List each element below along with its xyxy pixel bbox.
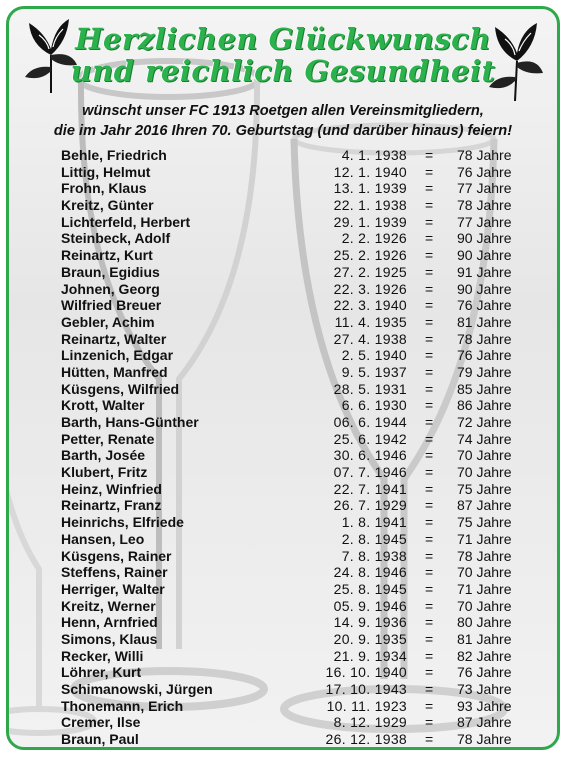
header <box>9 23 557 87</box>
birth-date: 20. 9. 1935 <box>333 630 407 647</box>
subtitle-line-1: wünscht unser FC 1913 Roetgen allen Vereinsmitgliedern, <box>82 103 484 119</box>
birth-date: 22. 3. 1926 <box>333 280 407 297</box>
list-item <box>9 464 557 481</box>
member-name: Hütten, Manfred <box>61 363 168 380</box>
member-age: 78 Jahre <box>457 147 512 163</box>
member-name: Reinartz, Franz <box>61 497 162 514</box>
member-name: Thonemann, Erich <box>61 697 184 714</box>
equals-sign: = <box>425 597 434 614</box>
birth-date: 24. 8. 1946 <box>333 564 407 581</box>
list-item <box>9 447 557 464</box>
member-age: 87 Jahre <box>457 714 512 731</box>
member-name: Wilfried Breuer <box>61 297 162 314</box>
equals-sign: = <box>425 464 434 481</box>
list-item <box>9 297 557 314</box>
equals-sign: = <box>425 430 434 447</box>
list-item <box>9 397 557 414</box>
equals-sign: = <box>425 347 434 364</box>
list-item <box>9 714 557 731</box>
equals-sign: = <box>425 547 434 564</box>
equals-sign: = <box>425 363 434 380</box>
member-age: 93 Jahre <box>457 697 512 714</box>
equals-sign: = <box>425 147 434 163</box>
equals-sign: = <box>425 414 434 430</box>
equals-sign: = <box>425 530 434 547</box>
list-item <box>9 347 557 364</box>
list-item <box>9 564 557 581</box>
member-name: Krott, Walter <box>61 397 145 414</box>
equals-sign: = <box>425 564 434 581</box>
member-name: Küsgens, Rainer <box>61 547 172 564</box>
member-name: Hansen, Leo <box>61 530 145 547</box>
birth-date: 6. 6. 1930 <box>341 397 407 414</box>
member-name: Reinartz, Walter <box>61 330 167 347</box>
equals-sign: = <box>425 230 434 247</box>
member-age: 70 Jahre <box>457 564 512 581</box>
member-age: 90 Jahre <box>457 247 512 264</box>
member-age: 86 Jahre <box>457 397 512 414</box>
member-age: 90 Jahre <box>457 280 512 297</box>
list-item <box>9 681 557 698</box>
equals-sign: = <box>425 297 434 314</box>
list-item <box>9 664 557 681</box>
member-name: Klubert, Fritz <box>61 464 148 481</box>
equals-sign: = <box>425 714 434 731</box>
equals-sign: = <box>425 397 434 414</box>
list-item <box>9 731 557 748</box>
birthday-list <box>9 147 557 748</box>
member-age: 74 Jahre <box>457 430 512 447</box>
member-age: 78 Jahre <box>457 330 512 347</box>
birth-date: 30. 6. 1946 <box>333 447 407 464</box>
member-name: Reinartz, Kurt <box>61 247 153 264</box>
member-age: 78 Jahre <box>457 731 512 748</box>
birth-date: 06. 6. 1944 <box>333 414 407 430</box>
list-item <box>9 514 557 531</box>
member-age: 81 Jahre <box>457 313 512 330</box>
equals-sign: = <box>425 580 434 597</box>
list-item <box>9 314 557 331</box>
member-name: Löhrer, Kurt <box>61 664 142 681</box>
list-item <box>9 264 557 281</box>
equals-sign: = <box>425 213 434 230</box>
subtitle <box>9 101 557 141</box>
list-item <box>9 598 557 615</box>
equals-sign: = <box>425 630 434 647</box>
member-name: Kreitz, Günter <box>61 197 154 214</box>
birth-date: 2. 2. 1926 <box>341 230 407 247</box>
list-item <box>9 531 557 548</box>
title-line-1: Herzlichen Glückwunsch <box>75 22 491 56</box>
birth-date: 4. 1. 1938 <box>341 147 407 163</box>
equals-sign: = <box>425 731 434 748</box>
birth-date: 14. 9. 1936 <box>333 614 407 631</box>
member-age: 73 Jahre <box>457 681 512 697</box>
birth-date: 22. 1. 1938 <box>333 197 407 214</box>
birth-date: 05. 9. 1946 <box>333 597 407 614</box>
list-item <box>9 331 557 348</box>
list-item <box>9 631 557 648</box>
list-item <box>9 164 557 181</box>
birth-date: 21. 9. 1934 <box>333 647 407 664</box>
member-name: Steinbeck, Adolf <box>61 230 171 247</box>
equals-sign: = <box>425 280 434 297</box>
equals-sign: = <box>425 180 434 197</box>
equals-sign: = <box>425 380 434 397</box>
member-name: Lichterfeld, Herbert <box>61 213 191 230</box>
equals-sign: = <box>425 681 434 697</box>
member-age: 79 Jahre <box>457 363 512 380</box>
list-item <box>9 381 557 398</box>
member-age: 80 Jahre <box>457 614 512 631</box>
list-item <box>9 497 557 514</box>
equals-sign: = <box>425 313 434 330</box>
equals-sign: = <box>425 247 434 264</box>
member-name: Heinrichs, Elfriede <box>61 514 184 531</box>
member-name: Kreitz, Werner <box>61 597 156 614</box>
list-item <box>9 431 557 448</box>
birth-date: 27. 4. 1938 <box>333 330 407 347</box>
member-age: 71 Jahre <box>457 580 512 597</box>
member-age: 90 Jahre <box>457 230 512 247</box>
birth-date: 25. 2. 1926 <box>333 247 407 264</box>
list-item <box>9 180 557 197</box>
equals-sign: = <box>425 647 434 664</box>
member-name: Barth, Hans-Günther <box>61 414 199 430</box>
equals-sign: = <box>425 447 434 464</box>
member-age: 77 Jahre <box>457 213 512 230</box>
member-age: 72 Jahre <box>457 414 512 430</box>
birth-date: 11. 4. 1935 <box>334 313 407 330</box>
birth-date: 7. 8. 1938 <box>341 547 407 564</box>
member-name: Steffens, Rainer <box>61 564 168 581</box>
member-age: 87 Jahre <box>457 497 512 514</box>
member-age: 70 Jahre <box>457 597 512 614</box>
member-age: 71 Jahre <box>457 530 512 547</box>
member-name: Barth, Josée <box>61 447 146 464</box>
equals-sign: = <box>425 163 434 180</box>
birth-date: 10. 11. 1923 <box>326 697 407 714</box>
birth-date: 07. 7. 1946 <box>333 464 407 481</box>
list-item <box>9 214 557 231</box>
member-name: Henn, Arnfried <box>61 614 158 631</box>
equals-sign: = <box>425 480 434 497</box>
member-name: Recker, Willi <box>61 647 144 664</box>
member-name: Gebler, Achim <box>61 313 155 330</box>
birth-date: 27. 2. 1925 <box>333 263 407 280</box>
member-age: 70 Jahre <box>457 447 512 464</box>
member-age: 81 Jahre <box>457 630 512 647</box>
list-item <box>9 230 557 247</box>
list-item <box>9 147 557 164</box>
member-age: 76 Jahre <box>457 347 512 364</box>
list-item <box>9 648 557 665</box>
birth-date: 1. 8. 1941 <box>341 514 407 531</box>
equals-sign: = <box>425 263 434 280</box>
birth-date: 9. 5. 1937 <box>341 363 407 380</box>
member-name: Littig, Helmut <box>61 163 151 180</box>
list-item <box>9 197 557 214</box>
equals-sign: = <box>425 514 434 531</box>
member-name: Küsgens, Wilfried <box>61 380 180 397</box>
list-item <box>9 548 557 565</box>
member-age: 91 Jahre <box>457 263 512 280</box>
list-item <box>9 581 557 598</box>
member-name: Schimanowski, Jürgen <box>61 681 213 697</box>
member-age: 75 Jahre <box>457 514 512 531</box>
birth-date: 22. 3. 1940 <box>333 297 407 314</box>
list-item <box>9 364 557 381</box>
member-name: Frohn, Klaus <box>61 180 147 197</box>
birth-date: 25. 8. 1945 <box>333 580 407 597</box>
member-age: 75 Jahre <box>457 480 512 497</box>
equals-sign: = <box>425 614 434 631</box>
birth-date: 16. 10. 1940 <box>325 664 407 681</box>
equals-sign: = <box>425 697 434 714</box>
birth-date: 12. 1. 1940 <box>333 163 407 180</box>
list-item <box>9 414 557 431</box>
member-name: Linzenich, Edgar <box>61 347 174 364</box>
birth-date: 28. 5. 1931 <box>333 380 407 397</box>
list-item <box>9 614 557 631</box>
member-name: Behle, Friedrich <box>61 147 167 163</box>
member-age: 76 Jahre <box>457 163 512 180</box>
equals-sign: = <box>425 330 434 347</box>
member-name: Braun, Paul <box>61 731 139 748</box>
birth-date: 8. 12. 1929 <box>333 714 407 731</box>
title-line-2: und reichlich Gesundheit <box>70 54 496 88</box>
subtitle-line-2: die im Jahr 2016 Ihren 70. Geburtstag (und darüber hinaus) feiern! <box>53 123 513 139</box>
member-age: 78 Jahre <box>457 547 512 564</box>
list-item <box>9 281 557 298</box>
birth-date: 26. 7. 1929 <box>333 497 407 514</box>
member-age: 77 Jahre <box>457 180 512 197</box>
birth-date: 25. 6. 1942 <box>333 430 407 447</box>
birth-date: 17. 10. 1943 <box>325 681 407 697</box>
equals-sign: = <box>425 497 434 514</box>
member-age: 82 Jahre <box>457 647 512 664</box>
birth-date: 29. 1. 1939 <box>333 213 407 230</box>
birth-date: 13. 1. 1939 <box>333 180 407 197</box>
member-name: Cremer, Ilse <box>61 714 141 731</box>
member-age: 85 Jahre <box>457 380 512 397</box>
equals-sign: = <box>425 664 434 681</box>
birth-date: 2. 5. 1940 <box>341 347 407 364</box>
greeting-card <box>6 6 560 750</box>
member-age: 78 Jahre <box>457 197 512 214</box>
list-item <box>9 481 557 498</box>
member-name: Johnen, Georg <box>61 280 160 297</box>
birth-date: 22. 7. 1941 <box>333 480 407 497</box>
member-name: Braun, Egidius <box>61 263 160 280</box>
member-name: Simons, Klaus <box>61 630 158 647</box>
member-age: 70 Jahre <box>457 464 512 481</box>
birth-date: 2. 8. 1945 <box>341 530 407 547</box>
member-name: Petter, Renate <box>61 430 155 447</box>
member-age: 76 Jahre <box>457 664 512 681</box>
equals-sign: = <box>425 197 434 214</box>
member-name: Herriger, Walter <box>61 580 165 597</box>
member-name: Heinz, Winfried <box>61 480 162 497</box>
member-age: 76 Jahre <box>457 297 512 314</box>
list-item <box>9 698 557 715</box>
birth-date: 26. 12. 1938 <box>325 731 407 748</box>
list-item <box>9 247 557 264</box>
